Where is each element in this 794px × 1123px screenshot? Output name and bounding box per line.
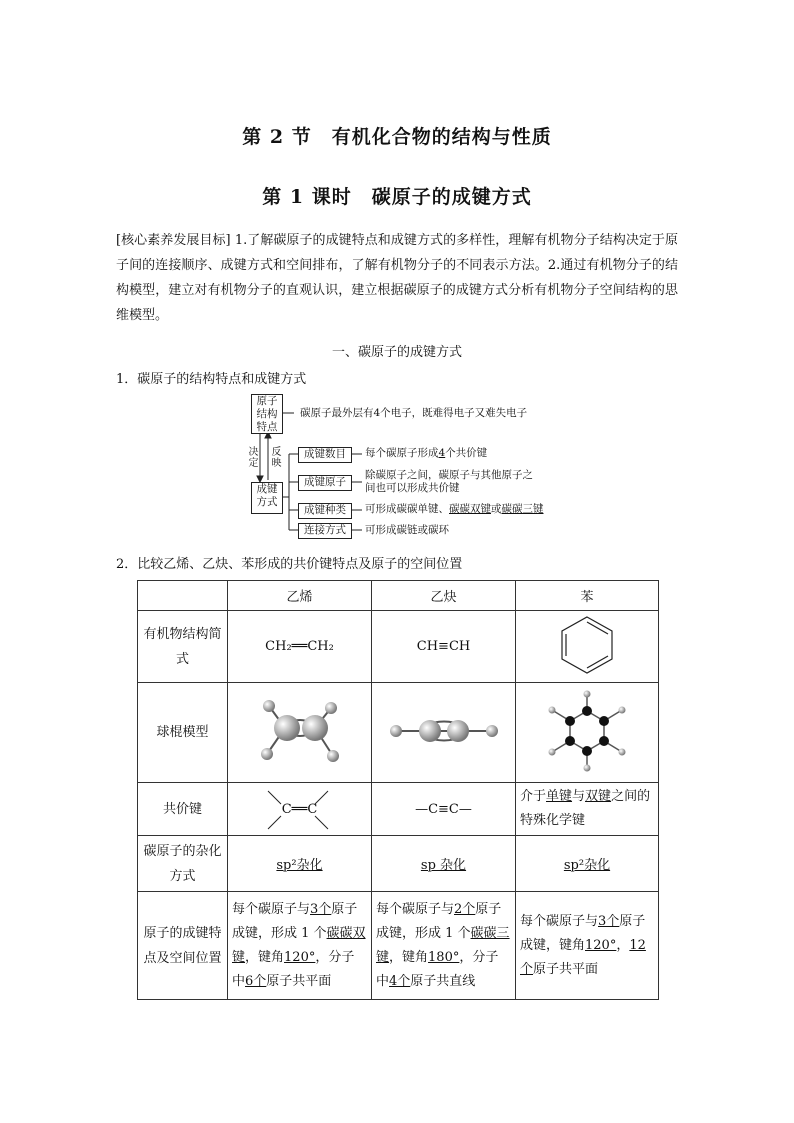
table-row — [138, 836, 659, 892]
note-bond-count — [365, 447, 487, 460]
cell-text: 与 — [572, 789, 586, 804]
cell-text: 每个碳原子与 — [376, 901, 455, 917]
benzene-bond — [516, 783, 659, 836]
benzene-features — [516, 892, 659, 1000]
section-title: 一、碳原子的成键方式 — [331, 345, 462, 360]
cell-answer: 碳碳三键 — [376, 925, 510, 965]
benzene-ring-icon — [557, 614, 617, 676]
cell-text: 之间的特殊化学键 — [520, 789, 651, 828]
comparison-table — [137, 580, 659, 1000]
note-text: 每个碳原子形成 — [365, 447, 439, 459]
note-answer: 碳碳双键 — [449, 503, 491, 515]
cell-answer: 120° — [585, 937, 617, 953]
cell-text: ， — [616, 937, 630, 953]
table-header-row — [138, 581, 659, 611]
acetylene-bond: —C≡C— — [372, 783, 516, 836]
ethylene-features — [228, 892, 372, 1000]
table-header-cell: 乙烯 — [228, 581, 372, 611]
branch-bond-types: 成键种类 — [298, 503, 352, 519]
arrow-label-determine: 决定 — [248, 447, 259, 469]
note-connection: 可形成碳链或碳环 — [365, 524, 449, 536]
table-row — [138, 892, 659, 1000]
note-answer: 碳碳三键 — [501, 503, 544, 515]
atom-structure-box: 原子结构特点 — [251, 394, 283, 434]
note-bond-atoms: 除碳原子之间，碳原子与其他原子之间也可以形成共价键 — [365, 469, 533, 494]
cell-answer: 180° — [428, 949, 460, 965]
ethylene-model — [228, 683, 372, 783]
cell-text: 原子成键，形成 1 个 — [232, 901, 358, 941]
table-header-cell — [138, 581, 228, 611]
note-text: 可形成碳碳单键、 — [365, 503, 449, 515]
top-note: 碳原子最外层有4个电子，既难得电子又难失电子 — [300, 407, 528, 419]
part1-title: 1．碳原子的结构特点和成键方式 — [116, 372, 307, 387]
table-row — [138, 611, 659, 683]
learning-goals — [116, 228, 678, 328]
row-label: 碳原子的杂化方式 — [138, 836, 228, 892]
cell-answer: 单键 — [546, 789, 573, 804]
part2-title: 2．比较乙烯、乙炔、苯形成的共价键特点及原子的空间位置 — [116, 557, 463, 572]
cell-text: 原子成键，键角 — [520, 913, 646, 953]
page-title: 第 2 节 有机化合物的结构与性质 — [242, 126, 552, 148]
cell-answer: 双键 — [585, 789, 612, 804]
branch-bond-atoms: 成键原子 — [298, 475, 352, 491]
table-row — [138, 783, 659, 836]
note-answer: 4 — [438, 447, 446, 459]
ethylene-ball-stick-icon — [245, 686, 355, 776]
cell-text: ，分子中 — [232, 949, 355, 989]
cell-answer: 2个 — [454, 901, 476, 917]
benzene-formula — [516, 611, 659, 683]
acetylene-model — [372, 683, 516, 783]
benzene-ball-stick-icon — [532, 686, 642, 776]
cell-answer: 3个 — [310, 901, 332, 917]
cell-text: 原子共平面 — [266, 973, 332, 989]
cell-text: 介于 — [520, 789, 547, 804]
cell-answer: 3个 — [598, 913, 620, 929]
branch-connection: 连接方式 — [298, 523, 352, 539]
goals-text: 1.了解碳原子的成键特点和成键方式的多样性，理解有机物分子结构决定于原子间的连接顺序、成键方式和空间排布，了解有机物分子的不同表示方法。2.通过有机物分子的结构模型，建立对有机物分子的直观认识，建立根据碳原子的成键方式分析有机物分子空间结构的思维模型。 — [116, 233, 678, 323]
row-label: 共价键 — [138, 783, 228, 836]
lesson-title: 第 1 课时 碳原子的成键方式 — [262, 186, 532, 208]
bonding-mode-box: 成键方式 — [251, 482, 283, 514]
cell-text: ，键角 — [389, 949, 429, 965]
table-header-cell: 乙炔 — [372, 581, 516, 611]
cell-text: 原子共平面 — [533, 961, 599, 977]
table-row — [138, 683, 659, 783]
cell-text: 每个碳原子与 — [232, 901, 311, 917]
acetylene-features — [372, 892, 516, 1000]
goals-label: [核心素养发展目标] — [116, 233, 231, 248]
benzene-model — [516, 683, 659, 783]
bonding-diagram — [230, 392, 560, 542]
acetylene-hybrid: sp 杂化 — [372, 836, 516, 892]
cell-text: 每个碳原子与 — [520, 913, 599, 929]
cell-text: ，键角 — [245, 949, 285, 965]
cell-answer: 6个 — [245, 973, 267, 989]
ethylene-bond-text: C══C — [281, 801, 318, 817]
benzene-hybrid: sp²杂化 — [516, 836, 659, 892]
note-text: 或 — [491, 503, 502, 515]
acetylene-ball-stick-icon — [384, 701, 504, 761]
cell-answer: 4个 — [389, 973, 411, 989]
ethylene-bond — [228, 783, 372, 836]
acetylene-formula: CH≡CH — [372, 611, 516, 683]
row-label: 球棍模型 — [138, 683, 228, 783]
row-label: 原子的成键特点及空间位置 — [138, 892, 228, 1000]
cell-text: 原子共直线 — [410, 973, 476, 989]
ethylene-formula: CH₂══CH₂ — [228, 611, 372, 683]
note-bond-types — [365, 503, 544, 516]
cell-text: ，分子中 — [376, 949, 499, 989]
note-text: 个共价键 — [445, 447, 488, 459]
cell-answer: 12个 — [520, 937, 646, 977]
cell-answer: 120° — [284, 949, 316, 965]
table-header-cell: 苯 — [516, 581, 659, 611]
row-label: 有机物结构简式 — [138, 611, 228, 683]
arrow-label-reflect: 反映 — [271, 447, 282, 469]
ethylene-hybrid: sp²杂化 — [228, 836, 372, 892]
branch-bond-count: 成键数目 — [298, 447, 352, 463]
cell-answer: 碳碳双键 — [232, 925, 366, 965]
cell-text: 原子成键，形成 1 个 — [376, 901, 502, 941]
